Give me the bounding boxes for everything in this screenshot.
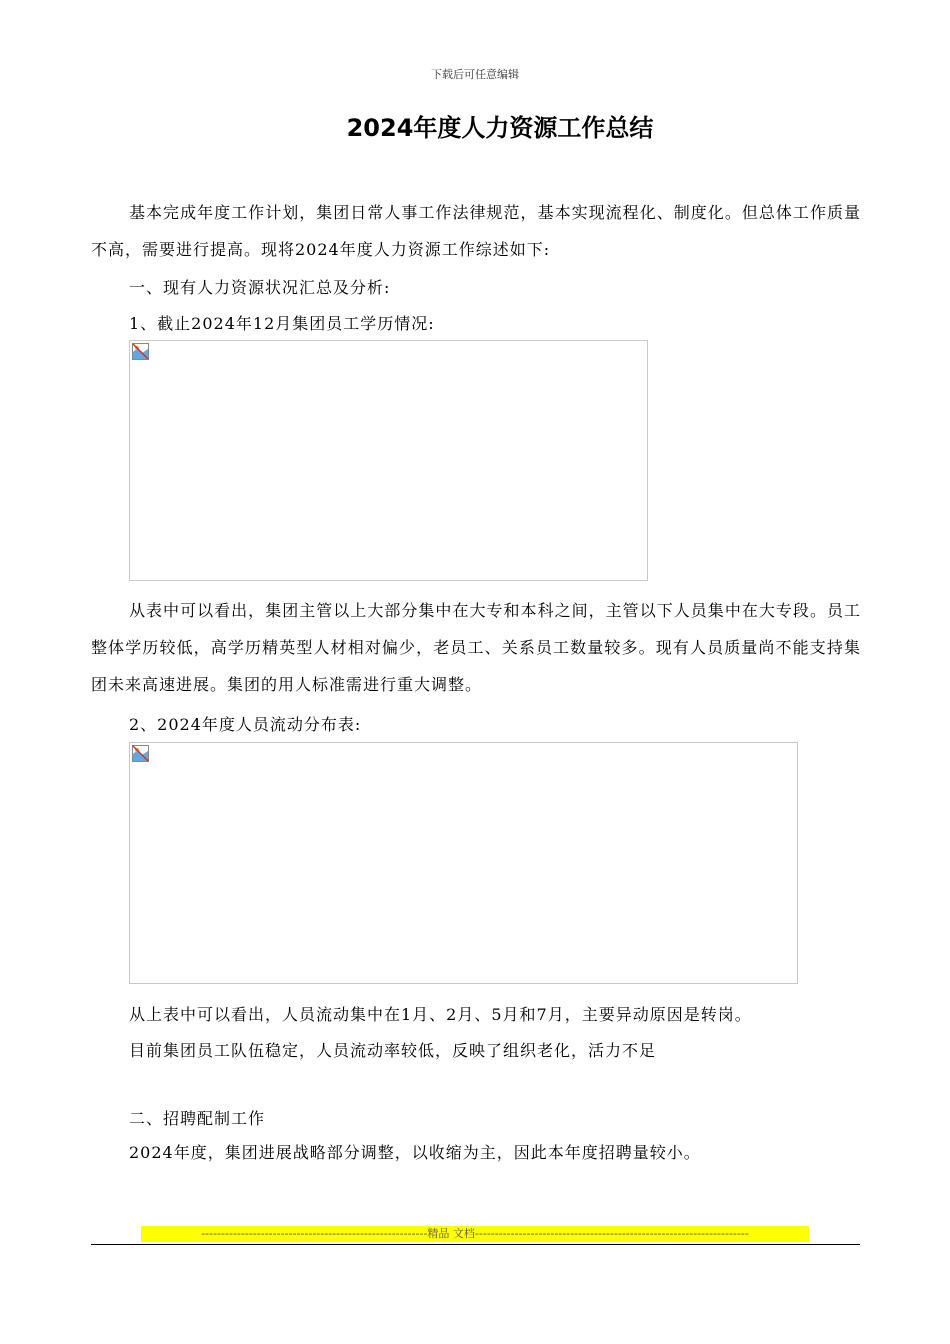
turnover-table-image [129, 742, 798, 984]
broken-image-icon [132, 745, 149, 762]
education-table-image [129, 340, 648, 581]
header-note: 下载后可任意编辑 [431, 68, 519, 81]
analysis2-line2: 目前集团员工队伍稳定，人员流动率较低，反映了组织老化，活力不足 [129, 1041, 657, 1060]
section2-text: 2024年度，集团进展战略部分调整，以收缩为主，因此本年度招聘量较小。 [129, 1143, 701, 1162]
section2-heading: 二、招聘配制工作 [129, 1109, 266, 1128]
analysis1-paragraph: 从表中可以看出，集团主管以上大部分集中在大专和本科之间，主管以下人员集中在大专段。员工整体学历较低，高学历精英型人材相对偏少，老员工、关系员工数量较多。现有人员质量尚不能支持集团未来高速进展。集团的用人标准需进行重大调整。 [91, 601, 861, 694]
footer-rule [91, 1244, 860, 1245]
footer-banner: ---------------------------------------------------------精品 文档--------------------------------------------------------------------- [141, 1226, 809, 1242]
broken-image-icon [132, 343, 149, 360]
item1-heading: 1、截止2024年12月集团员工学历情况: [129, 314, 435, 333]
intro-paragraph: 基本完成年度工作计划，集团日常人事工作法律规范，基本实现流程化、制度化。但总体工作质量不高，需要进行提高。现将2024年度人力资源工作综述如下: [91, 203, 861, 259]
page-title: 2024年度人力资源工作总结 [346, 114, 654, 142]
item2-heading: 2、2024年度人员流动分布表: [129, 715, 362, 734]
section1-heading: 一、现有人力资源状况汇总及分析: [129, 278, 391, 297]
analysis2-line1: 从上表中可以看出，人员流动集中在1月、2月、5月和7月，主要异动原因是转岗。 [129, 1005, 752, 1024]
